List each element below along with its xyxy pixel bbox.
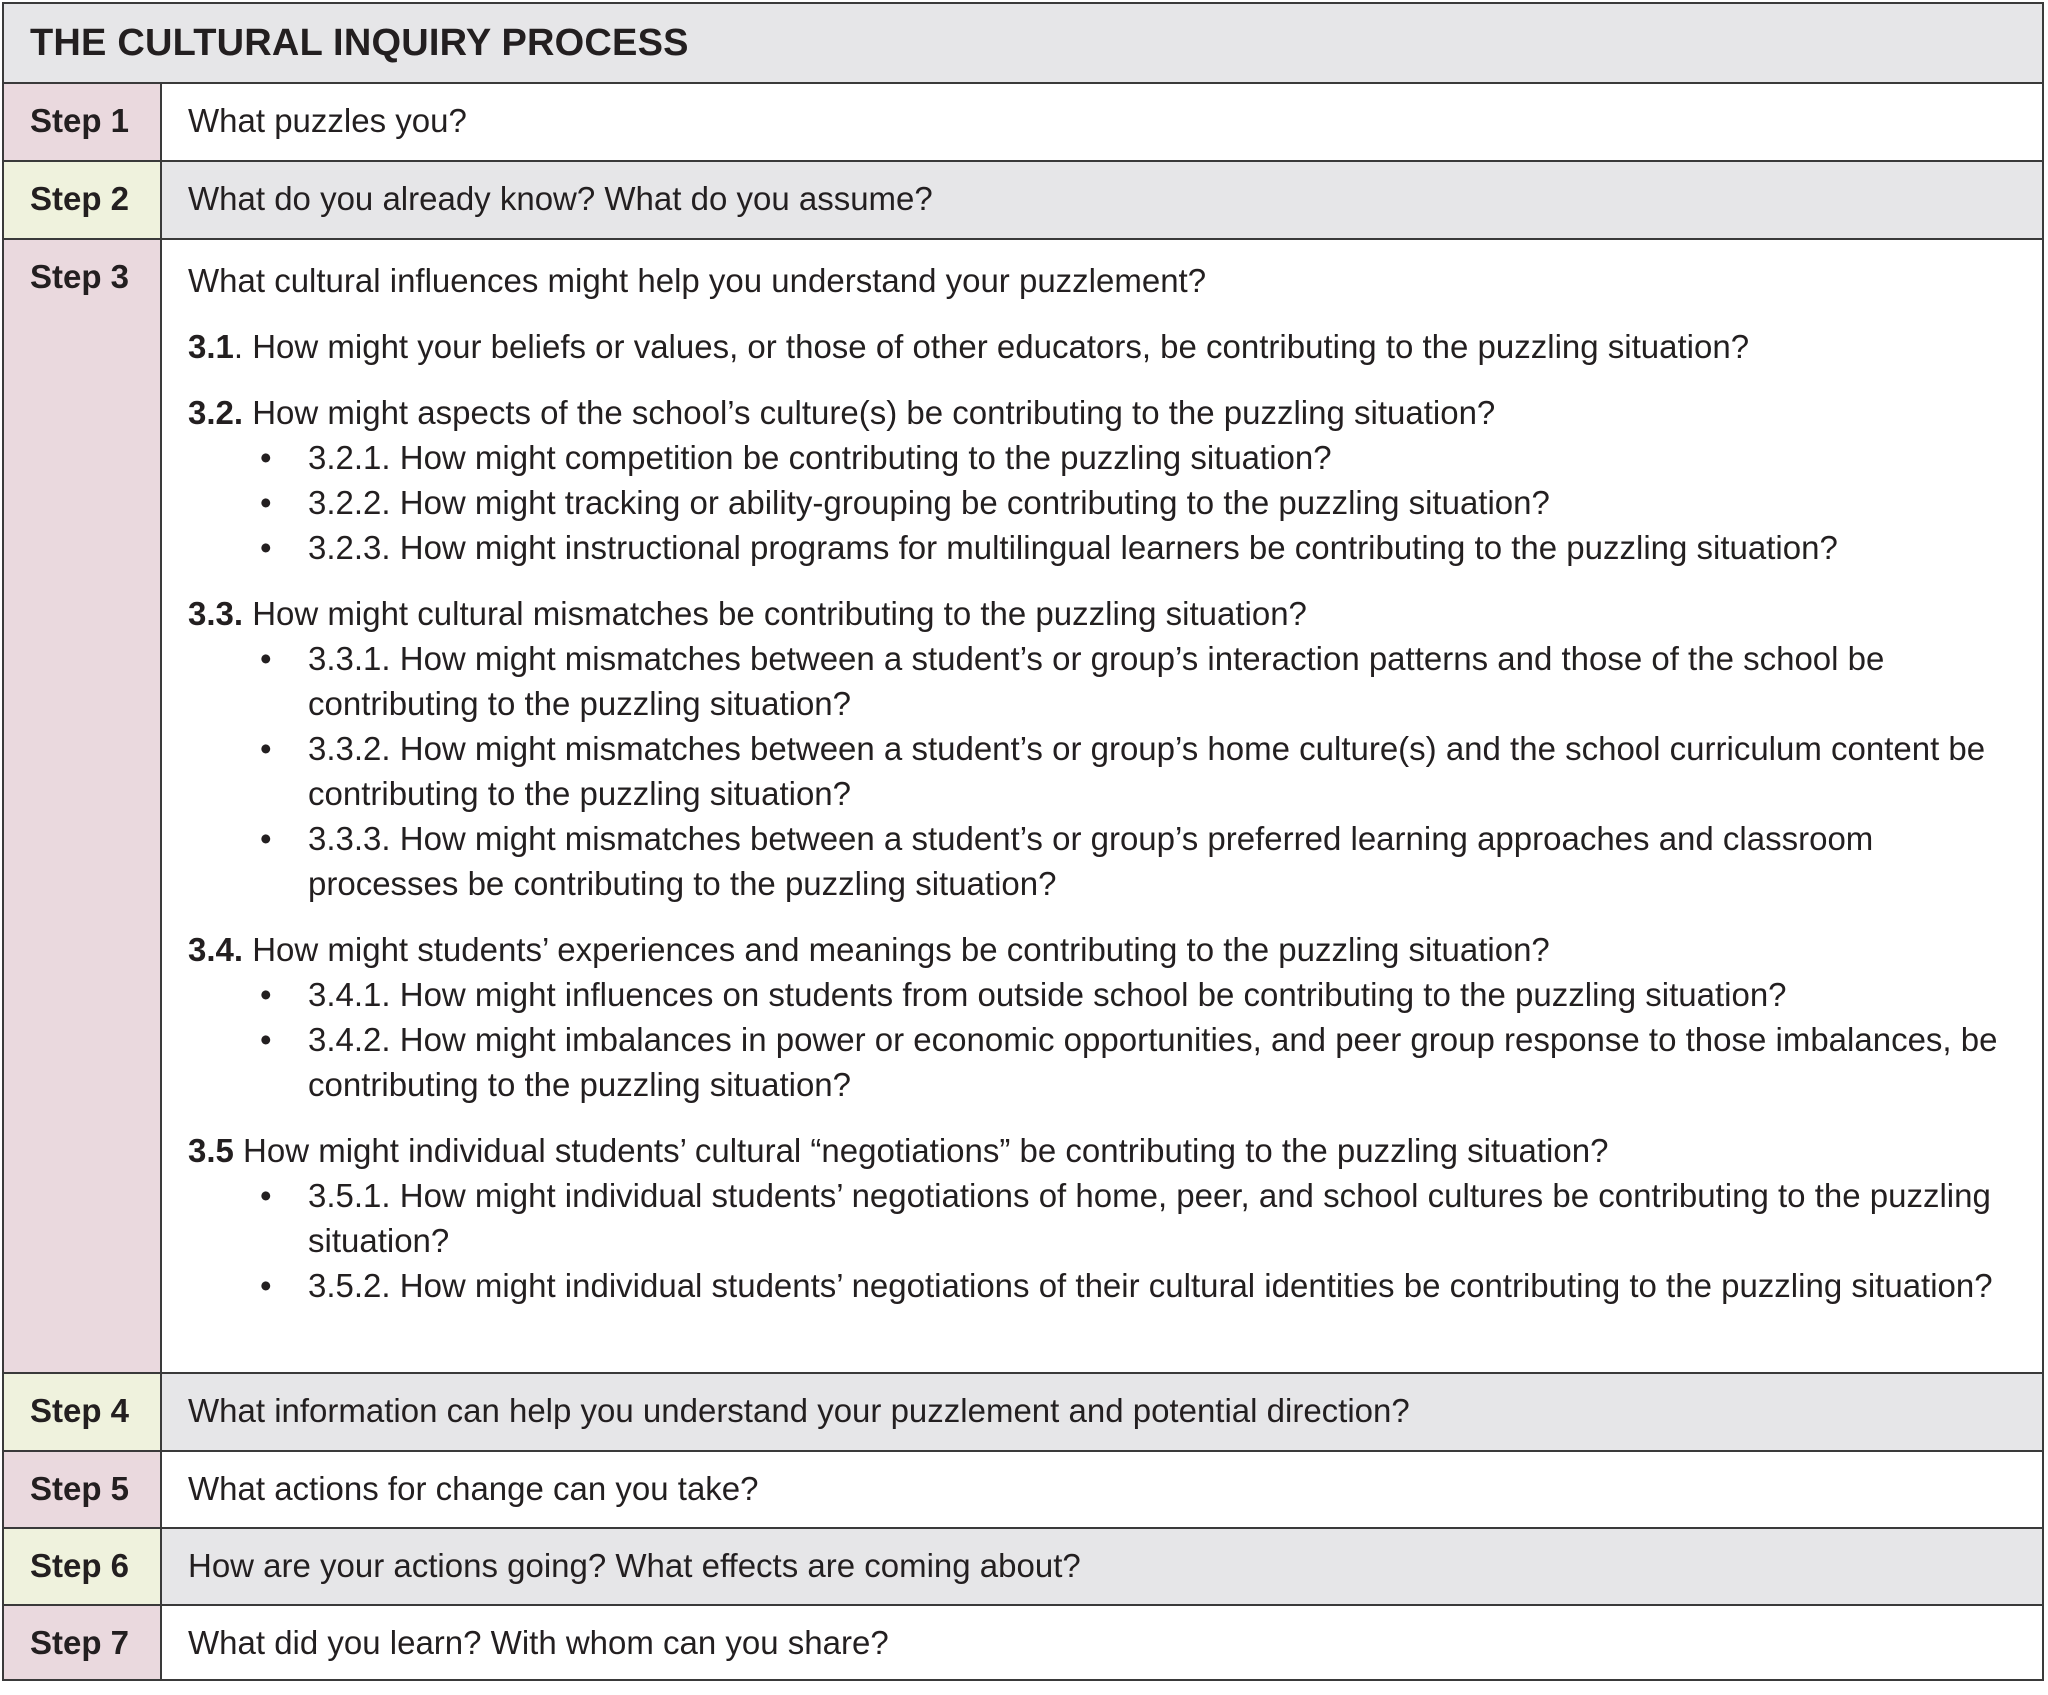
sub-question-3-5 [188,1128,2008,1173]
step-row-5 [4,1452,2042,1529]
step-question: What actions for change can you take? [188,1470,759,1507]
list-item [188,525,2008,570]
list-item [188,816,2008,906]
bullet-icon: • [260,484,272,521]
step-label-cell [4,1606,162,1679]
step-row-7 [4,1606,2042,1679]
step-label-cell [4,1452,162,1527]
sub-question-text: How might cultural mismatches be contributing to the puzzling situation? [243,595,1307,632]
list-item-text: 3.4.2. How might imbalances in power or economic opportunities, and peer group response to those imbalances, be contributing to the puzzling situation? [308,1021,1998,1103]
sub-question-number: 3.4. [188,931,244,968]
bullet-icon: • [260,1267,272,1304]
step-label-cell [4,1529,162,1604]
step-label: Step 6 [30,1547,130,1584]
bullet-icon: • [260,1177,272,1214]
step-description-cell [162,1606,2042,1679]
step-label-cell [4,1374,162,1450]
step-row-4 [4,1374,2042,1452]
table-title: THE CULTURAL INQUIRY PROCESS [30,22,689,64]
sub-question-3-4 [188,927,2008,972]
sub-question-list [188,972,2008,1107]
list-item [188,1173,2008,1263]
step-label-cell [4,84,162,160]
list-item-text: 3.2.2. How might tracking or ability-grouping be contributing to the puzzling situation? [308,484,1550,521]
step-question: How are your actions going? What effects are coming about? [188,1547,1081,1584]
step-label: Step 4 [30,1392,130,1429]
bullet-icon: • [260,976,272,1013]
step-description-cell [162,84,2042,160]
list-item-text: 3.2.1. How might competition be contributing to the puzzling situation? [308,439,1332,476]
list-item [188,1017,2008,1107]
sub-question-3-3 [188,591,2008,636]
sub-question-text: How might students’ experiences and meanings be contributing to the puzzling situation? [243,931,1550,968]
step-label: Step 5 [30,1470,130,1507]
step-description-cell [162,1529,2042,1604]
step-label: Step 3 [30,258,130,295]
step-label: Step 2 [30,180,130,217]
list-item [188,972,2008,1017]
bullet-icon: • [260,439,272,476]
step-row-3 [4,240,2042,1374]
step-description-cell [162,1374,2042,1450]
bullet-icon: • [260,730,272,767]
list-item [188,1263,2008,1308]
sub-question-list [188,435,2008,570]
sub-question-number: 3.2. [188,394,244,431]
sub-question-list [188,1173,2008,1308]
sub-question-number: 3.3. [188,595,244,632]
sub-question-text: How might aspects of the school’s culture(s) be contributing to the puzzling situation? [243,394,1496,431]
bullet-icon: • [260,529,272,566]
sub-question-3-1 [188,324,2008,369]
sub-question-list [188,636,2008,906]
step-3-content [188,258,2008,1308]
step-question: What do you already know? What do you assume? [188,180,933,217]
step-description-cell [162,162,2042,238]
sub-question-number: 3.5 [188,1132,234,1169]
step-label: Step 7 [30,1624,130,1661]
step-row-6 [4,1529,2042,1606]
sub-question-number: 3.1 [188,328,234,365]
step-description-cell [162,1452,2042,1527]
list-item [188,435,2008,480]
list-item-text: 3.3.2. How might mismatches between a student’s or group’s home culture(s) and the school curriculum content be contributing to the puzzling situation? [308,730,1986,812]
list-item-text: 3.2.3. How might instructional programs for multilingual learners be contributing to the puzzling situation? [308,529,1838,566]
inquiry-process-table [2,2,2044,1681]
step-question: What cultural influences might help you understand your puzzlement? [188,262,1207,299]
bullet-icon: • [260,820,272,857]
sub-question-text: How might individual students’ cultural “negotiations” be contributing to the puzzling situation? [233,1132,1609,1169]
list-item-text: 3.3.3. How might mismatches between a student’s or group’s preferred learning approaches and classroom processes be contributing to the puzzling situation? [308,820,1874,902]
list-item-text: 3.3.1. How might mismatches between a student’s or group’s interaction patterns and those of the school be contributing to the puzzling situation? [308,640,1885,722]
step-question: What information can help you understand your puzzlement and potential direction? [188,1392,1410,1429]
list-item-text: 3.5.2. How might individual students’ negotiations of their cultural identities be contributing to the puzzling situation? [308,1267,1993,1304]
bullet-icon: • [260,1021,272,1058]
step-label-cell [4,162,162,238]
step-row-1 [4,84,2042,162]
bullet-icon: • [260,640,272,677]
list-item [188,636,2008,726]
sub-question-text: . How might your beliefs or values, or those of other educators, be contributing to the puzzling situation? [233,328,1750,365]
step-label-cell [4,240,162,1372]
step-question: What did you learn? With whom can you share? [188,1624,889,1661]
step-label: Step 1 [30,102,130,139]
table-header [4,4,2042,84]
list-item [188,726,2008,816]
step-question: What puzzles you? [188,102,467,139]
list-item-text: 3.4.1. How might influences on students from outside school be contributing to the puzzling situation? [308,976,1787,1013]
list-item [188,480,2008,525]
sub-question-3-2 [188,390,2008,435]
list-item-text: 3.5.1. How might individual students’ negotiations of home, peer, and school cultures be contributing to the puzzling situation? [308,1177,1991,1259]
step-row-2 [4,162,2042,240]
